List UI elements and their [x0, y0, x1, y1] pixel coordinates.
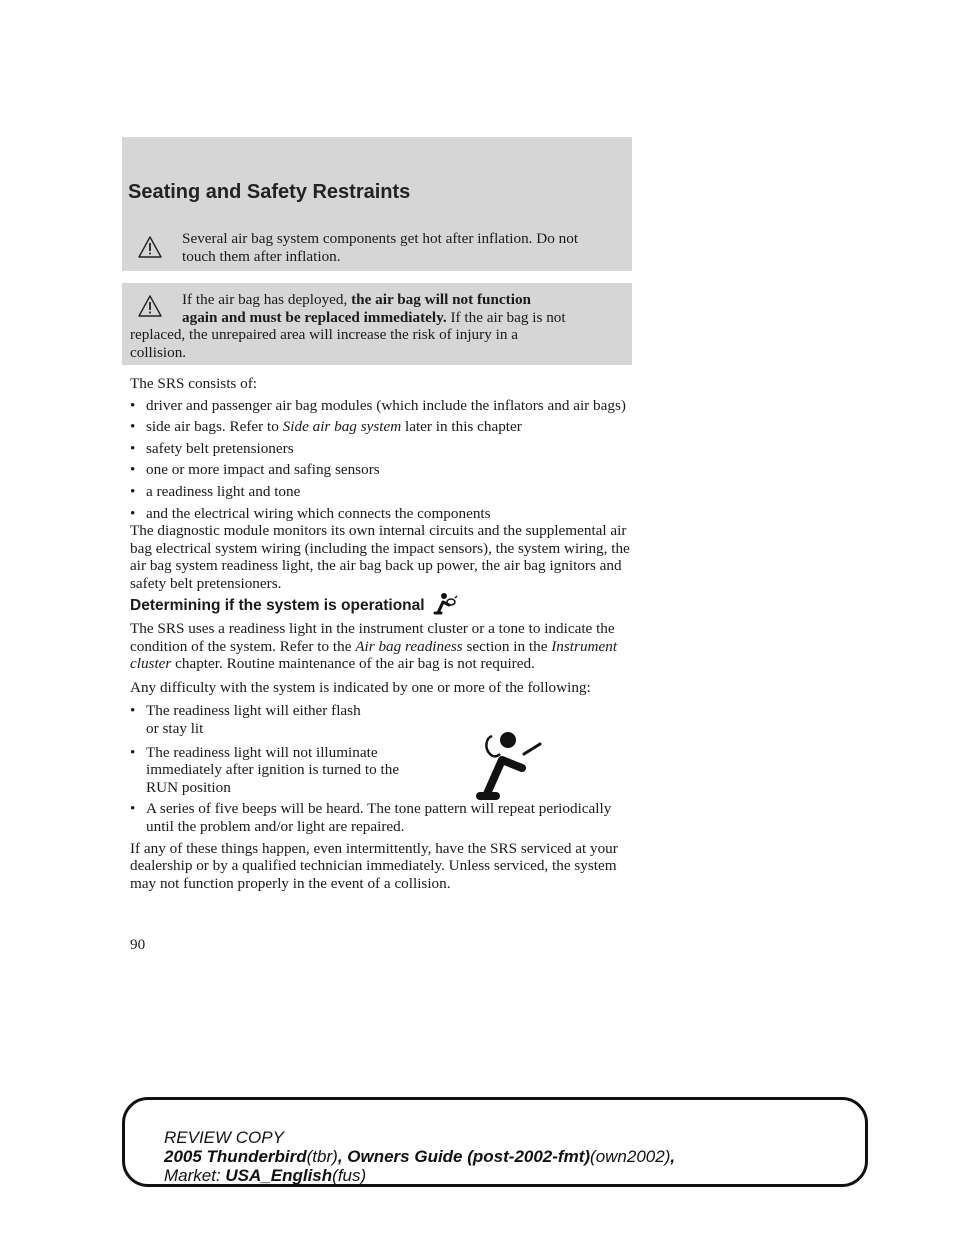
- paragraph-text: section in the: [462, 637, 552, 655]
- list-item: • The readiness light will not illuminate immediately after ignition is turned to the RUN position: [130, 744, 422, 797]
- cross-reference: Air bag readiness: [355, 637, 463, 655]
- operational-section: [130, 620, 640, 892]
- list-item: • The readiness light will either flash or stay lit: [130, 702, 376, 737]
- warning-text-line: replaced, the unrepaired area will increase the risk of injury in a: [130, 326, 518, 344]
- list-item: • driver and passenger air bag modules (which include the inflators and air bags): [130, 397, 640, 415]
- list-item-text: side air bags. Refer to: [146, 418, 283, 436]
- warning-text-line: Several air bag system components get hot after inflation. Do not: [182, 230, 579, 247]
- footer-code: (tbr): [306, 1147, 338, 1166]
- warning-emphasis: the air bag will not function: [351, 291, 531, 308]
- footer-label: Market:: [164, 1166, 226, 1185]
- srs-component-list: [130, 397, 640, 523]
- warning-text: If the air bag is not: [446, 308, 566, 326]
- list-item: • safety belt pretensioners: [130, 440, 640, 458]
- footer-market: USA_English: [225, 1166, 333, 1185]
- list-item-text: later in this chapter: [401, 418, 522, 436]
- warning-text-line: collision.: [130, 343, 187, 361]
- paragraph-text: The SRS uses a readiness light in the instrument cluster or a tone to indicate the condition of the system. Refer to the: [130, 620, 615, 655]
- warning-triangle-icon: [138, 295, 162, 317]
- warning-text-line: [182, 309, 624, 327]
- footer-model: 2005 Thunderbird: [164, 1147, 307, 1166]
- difficulty-paragraph: Any difficulty with the system is indicated by one or more of the following:: [130, 678, 591, 696]
- paragraph-text: chapter. Routine maintenance of the air bag is not required.: [171, 655, 535, 673]
- srs-intro: The SRS consists of:: [130, 375, 257, 392]
- footer-guide: Owners Guide (post-2002-fmt): [347, 1147, 591, 1166]
- list-item: [130, 418, 640, 436]
- warning-triangle-icon: [138, 236, 162, 258]
- warning-box-hot-components: [122, 206, 632, 271]
- airbag-readiness-icon: [472, 728, 544, 800]
- warning-box-deployed: [122, 283, 632, 365]
- list-item: • A series of five beeps will be heard. The tone pattern will repeat periodically until the problem and/or light are repaired.: [130, 800, 626, 835]
- list-item: • a readiness light and tone: [130, 483, 640, 501]
- list-item: • and the electrical wiring which connects the components: [130, 505, 640, 523]
- warning-emphasis: again and must be replaced immediately.: [182, 308, 447, 326]
- readiness-paragraph: [130, 620, 630, 673]
- footer-code: (own2002): [590, 1147, 671, 1166]
- footer-separator: ,: [670, 1147, 676, 1166]
- airbag-readiness-icon: [430, 592, 458, 616]
- footer-line: [164, 1147, 844, 1166]
- warning-text-line: touch them after inflation.: [182, 247, 341, 265]
- cross-reference: Side air bag system: [282, 418, 402, 436]
- list-item: • one or more impact and safing sensors: [130, 461, 640, 479]
- cross-reference: Instrument cluster: [130, 637, 618, 673]
- section-heading: Determining if the system is operational: [130, 597, 425, 614]
- difficulty-list: [130, 702, 640, 835]
- srs-components-section: [130, 375, 640, 593]
- diagnostic-paragraph: The diagnostic module monitors its own internal circuits and the supplemental air bag electrical system wiring (including the impact sensors), the system wiring, the air bag system readiness light, the air bag back up power, the air bag ignitors and safety belt pretensioners.: [130, 522, 630, 592]
- footer-line: [164, 1166, 844, 1185]
- footer-text: [164, 1128, 844, 1185]
- service-paragraph: If any of these things happen, even intermittently, have the SRS serviced at your dealership or by a qualified technician immediately. Unless serviced, the system may not function properly in the event of a collision.: [130, 839, 618, 892]
- warning-text: If the air bag has deployed,: [182, 291, 352, 308]
- footer-line: REVIEW COPY: [164, 1128, 284, 1147]
- footer-code: (fus): [332, 1166, 367, 1185]
- warning-text-line: [182, 291, 624, 309]
- page-title: Seating and Safety Restraints: [128, 181, 411, 203]
- page-number: 90: [130, 936, 146, 953]
- footer-separator: ,: [337, 1147, 348, 1166]
